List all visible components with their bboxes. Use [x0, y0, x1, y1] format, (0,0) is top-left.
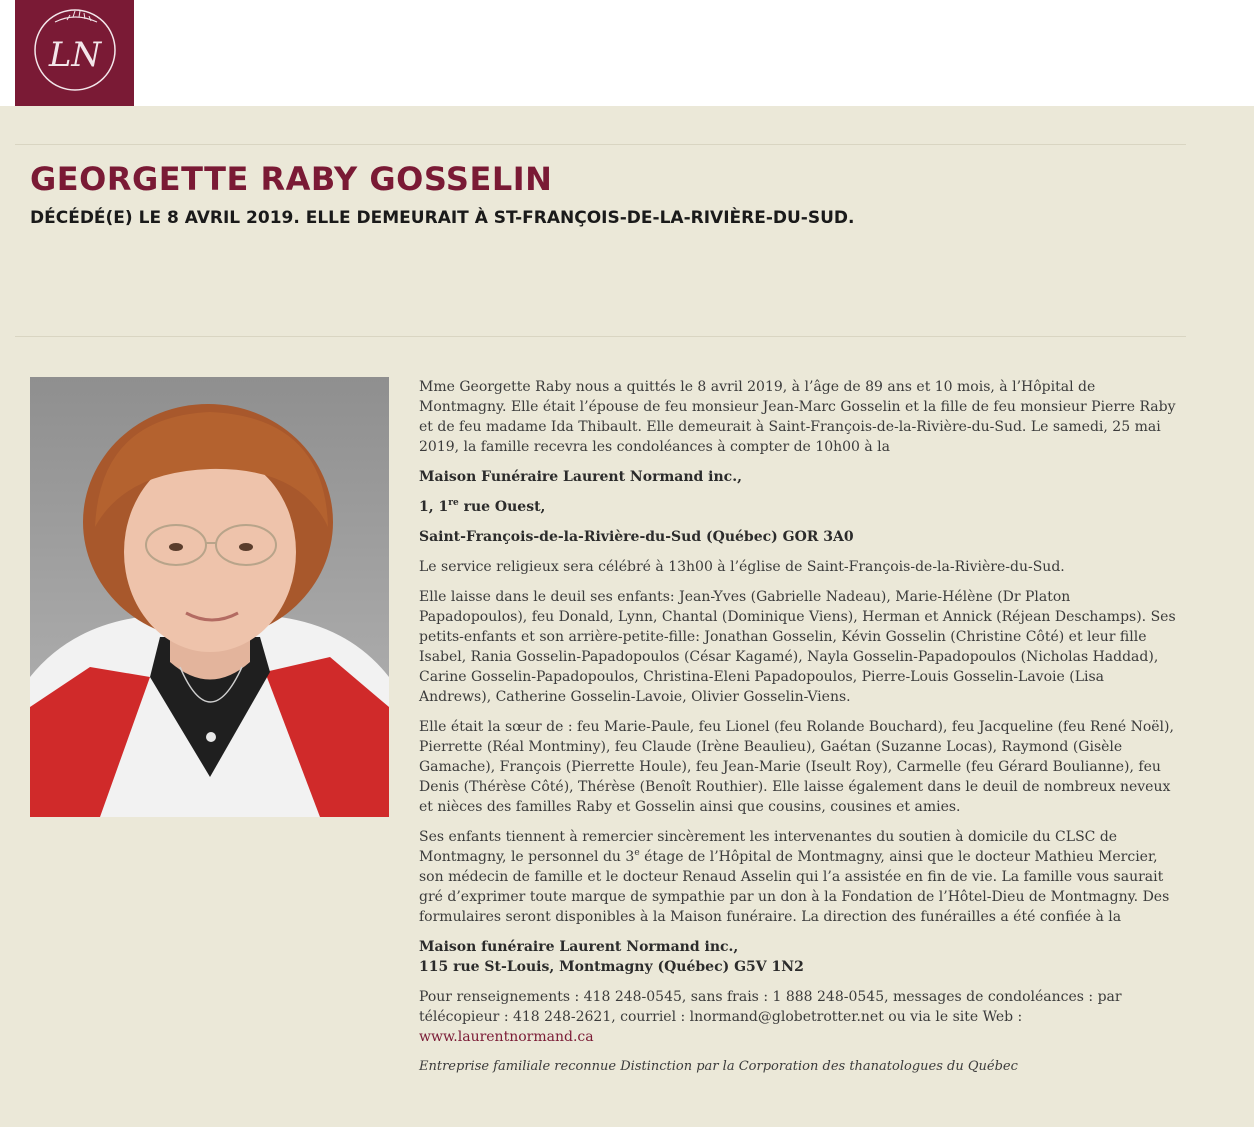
siblings-paragraph: Elle était la sœur de : feu Marie-Paule, feu Lionel (feu Rolande Bouchard), feu Jacqueline (feu René Noël), Pierrette (Réal Montminy), feu Claude (Irène Beaulieu), Gaétan (Suzanne Locas), Raymond (Gisèle Gamache), François (Pierrette Houle), feu Jean-Marie (Iseult Roy), Carmelle (feu Gérard Boulianne), feu Denis (Thérèse Côté), Thérèse (Benoît Routhier). Elle laisse également dans le deuil de nombreux neveux et nièces des familles Raby et Gosselin ainsi que cousins, cousines et amies. [419, 719, 1174, 815]
venue-city: Saint-François-de-la-Rivière-du-Sud (Québec) GOR 3A0 [419, 529, 854, 545]
venue-address: 1, 1re rue Ouest, [419, 498, 546, 515]
logo-mark [15, 0, 134, 106]
contact-paragraph: Pour renseignements : 418 248-0545, sans frais : 1 888 248-0545, messages de condoléances : par télécopieur : 418 248-2621, courriel : lnormand@globetrotter.net ou via le site Web : www.laurentnormand.ca [419, 989, 1122, 1045]
service-paragraph: Le service religieux sera célébré à 13h00 à l’église de Saint-François-de-la-Rivière-du-Sud. [419, 559, 1065, 575]
death-notice-subtitle: DÉCÉDÉ(E) LE 8 AVRIL 2019. ELLE DEMEURAIT À ST-FRANÇOIS-DE-LA-RIVIÈRE-DU-SUD. [30, 208, 855, 228]
children-paragraph: Elle laisse dans le deuil ses enfants: Jean-Yves (Gabrielle Nadeau), Marie-Hélène (Dr Platon Papadopoulos), feu Donald, Lynn, Chantal (Dominique Viens), Herman et Annick (Réjean Deschamps). Ses petits-enfants et son arrière-petite-fille: Jonathan Gosselin, Kévin Gosselin (Christine Côté) et leur fille Isabel, Rania Gosselin-Papadopoulos (César Kagamé), Nayla Gosselin-Papadopoulos (Nicholas Haddad), Carine Gosselin-Papadopoulos, Christina-Eleni Papadopoulos, Pierre-Louis Gosselin-Lavoie (Lisa Andrews), Catherine Gosselin-Lavoie, Olivier Gosselin-Viens. [419, 589, 1176, 705]
obituary-body [419, 377, 1179, 1087]
funeral-home-name: Maison funéraire Laurent Normand inc., [419, 939, 739, 955]
divider-top [15, 144, 1186, 145]
funeral-home-block [419, 937, 1179, 977]
site-header [0, 0, 1254, 106]
thanks-paragraph: Ses enfants tiennent à remercier sincèrement les intervenantes du soutien à domicile du CLSC de Montmagny, le personnel du 3e étage de l’Hôpital de Montmagny, ainsi que le docteur Mathieu Mercier, son médecin de famille et le docteur Renaud Asselin qui l’a assistée en fin de vie. La famille vous saurait gré d’exprimer toute marque de sympathie par un don à la Fondation de l’Hôtel-Dieu de Montmagny. Des formulaires seront disponibles à la Maison funéraire. La direction des funérailles a été confiée à la [419, 829, 1170, 925]
logo[interactable] [15, 0, 134, 106]
page-title: GEORGETTE RABY GOSSELIN [30, 160, 553, 198]
portrait-illustration [30, 377, 389, 817]
divider-bottom [15, 336, 1186, 337]
distinction-note: Entreprise familiale reconnue Distinction par la Corporation des thanatologues du Québec [419, 1059, 1018, 1074]
intro-paragraph: Mme Georgette Raby nous a quittés le 8 avril 2019, à l’âge de 89 ans et 10 mois, à l’Hôpital de Montmagny. Elle était l’épouse de feu monsieur Jean-Marc Gosselin et la fille de feu monsieur Pierre Raby et de feu madame Ida Thibault. Elle demeurait à Saint-François-de-la-Rivière-du-Sud. Le samedi, 25 mai 2019, la famille recevra les condoléances à compter de 10h00 à la [419, 379, 1176, 455]
logo-text: LN [48, 35, 102, 75]
funeral-home-address: 115 rue St-Louis, Montmagny (Québec) G5V 1N2 [419, 959, 804, 975]
venue-name: Maison Funéraire Laurent Normand inc., [419, 469, 742, 485]
website-link[interactable]: www.laurentnormand.ca [419, 1029, 594, 1045]
portrait-photo [30, 377, 389, 817]
